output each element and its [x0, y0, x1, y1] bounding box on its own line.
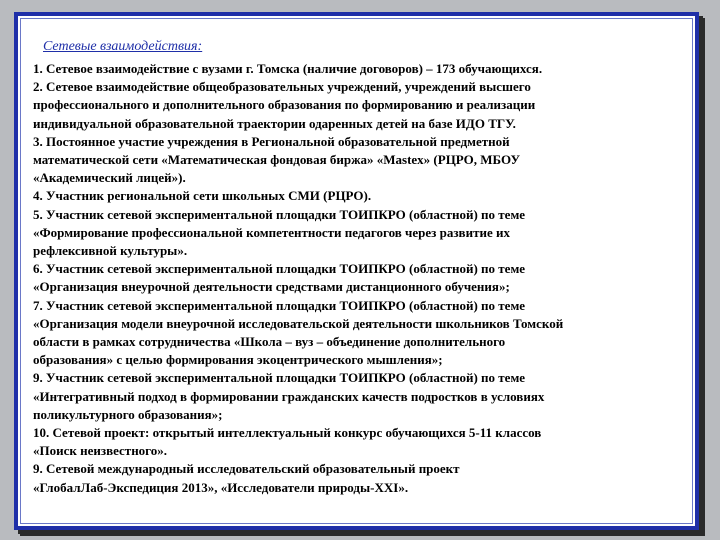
body-line: индивидуальной образовательной траектории одаренных детей на базе ИДО ТГУ. — [33, 115, 516, 131]
body-line: 5. Участник сетевой экспериментальной площадки ТОИПКРО (областной) по теме — [33, 206, 526, 222]
body-line: 6. Участник сетевой экспериментальной площадки ТОИПКРО (областной) по теме — [33, 261, 526, 277]
body-line: профессионального и дополнительного образования по формированию и реализации — [33, 97, 536, 113]
body-line: «Организация модели внеурочной исследовательской деятельности школьников Томской — [33, 315, 564, 331]
body-line: «ГлобалЛаб-Экспедиция 2013», «Исследователи природы-XXI». — [33, 479, 409, 495]
slide-body — [33, 60, 688, 497]
body-line: «Академический лицей»). — [33, 170, 186, 186]
body-line: 9. Сетевой международный исследовательский образовательный проект — [33, 461, 460, 477]
body-line: «Организация внеурочной деятельности средствами дистанционного обучения»; — [33, 279, 510, 295]
body-line: поликультурного образования»; — [33, 406, 223, 422]
body-line: 10. Сетевой проект: открытый интеллектуальный конкурс обучающихся 5-11 классов — [33, 425, 542, 441]
body-line: 4. Участник региональной сети школьных СМИ (РЦРО). — [33, 188, 372, 204]
body-line: «Интегративный подход в формировании гражданских качеств подростков в условиях — [33, 388, 545, 404]
body-line: 3. Постоянное участие учреждения в Региональной образовательной предметной — [33, 133, 510, 149]
body-line: образования» с целью формирования экоцентрического мышления»; — [33, 352, 443, 368]
body-line: 7. Участник сетевой экспериментальной площадки ТОИПКРО (областной) по теме — [33, 297, 526, 313]
body-line: рефлексивной культуры». — [33, 243, 188, 259]
body-line: математической сети «Математическая фондовая биржа» «Mastex» (РЦРО, МБОУ — [33, 152, 520, 168]
body-line: 2. Сетевое взаимодействие общеобразовательных учреждений, учреждений высшего — [33, 79, 531, 95]
slide-title: Сетевые взаимодействия: — [43, 39, 203, 54]
body-line: области в рамках сотрудничества «Школа – вуз – объединение дополнительного — [33, 334, 506, 350]
slide-frame — [14, 12, 699, 530]
body-line: 1. Сетевое взаимодействие с вузами г. Томска (наличие договоров) – 173 обучающихся. — [33, 61, 543, 76]
body-line: 9. Участник сетевой экспериментальной площадки ТОИПКРО (областной) по теме — [33, 370, 526, 386]
body-line: «Поиск неизвестного». — [33, 443, 168, 459]
body-line: «Формирование профессиональной компетентности педагогов через развитие их — [33, 224, 510, 240]
slide-content — [20, 18, 693, 524]
